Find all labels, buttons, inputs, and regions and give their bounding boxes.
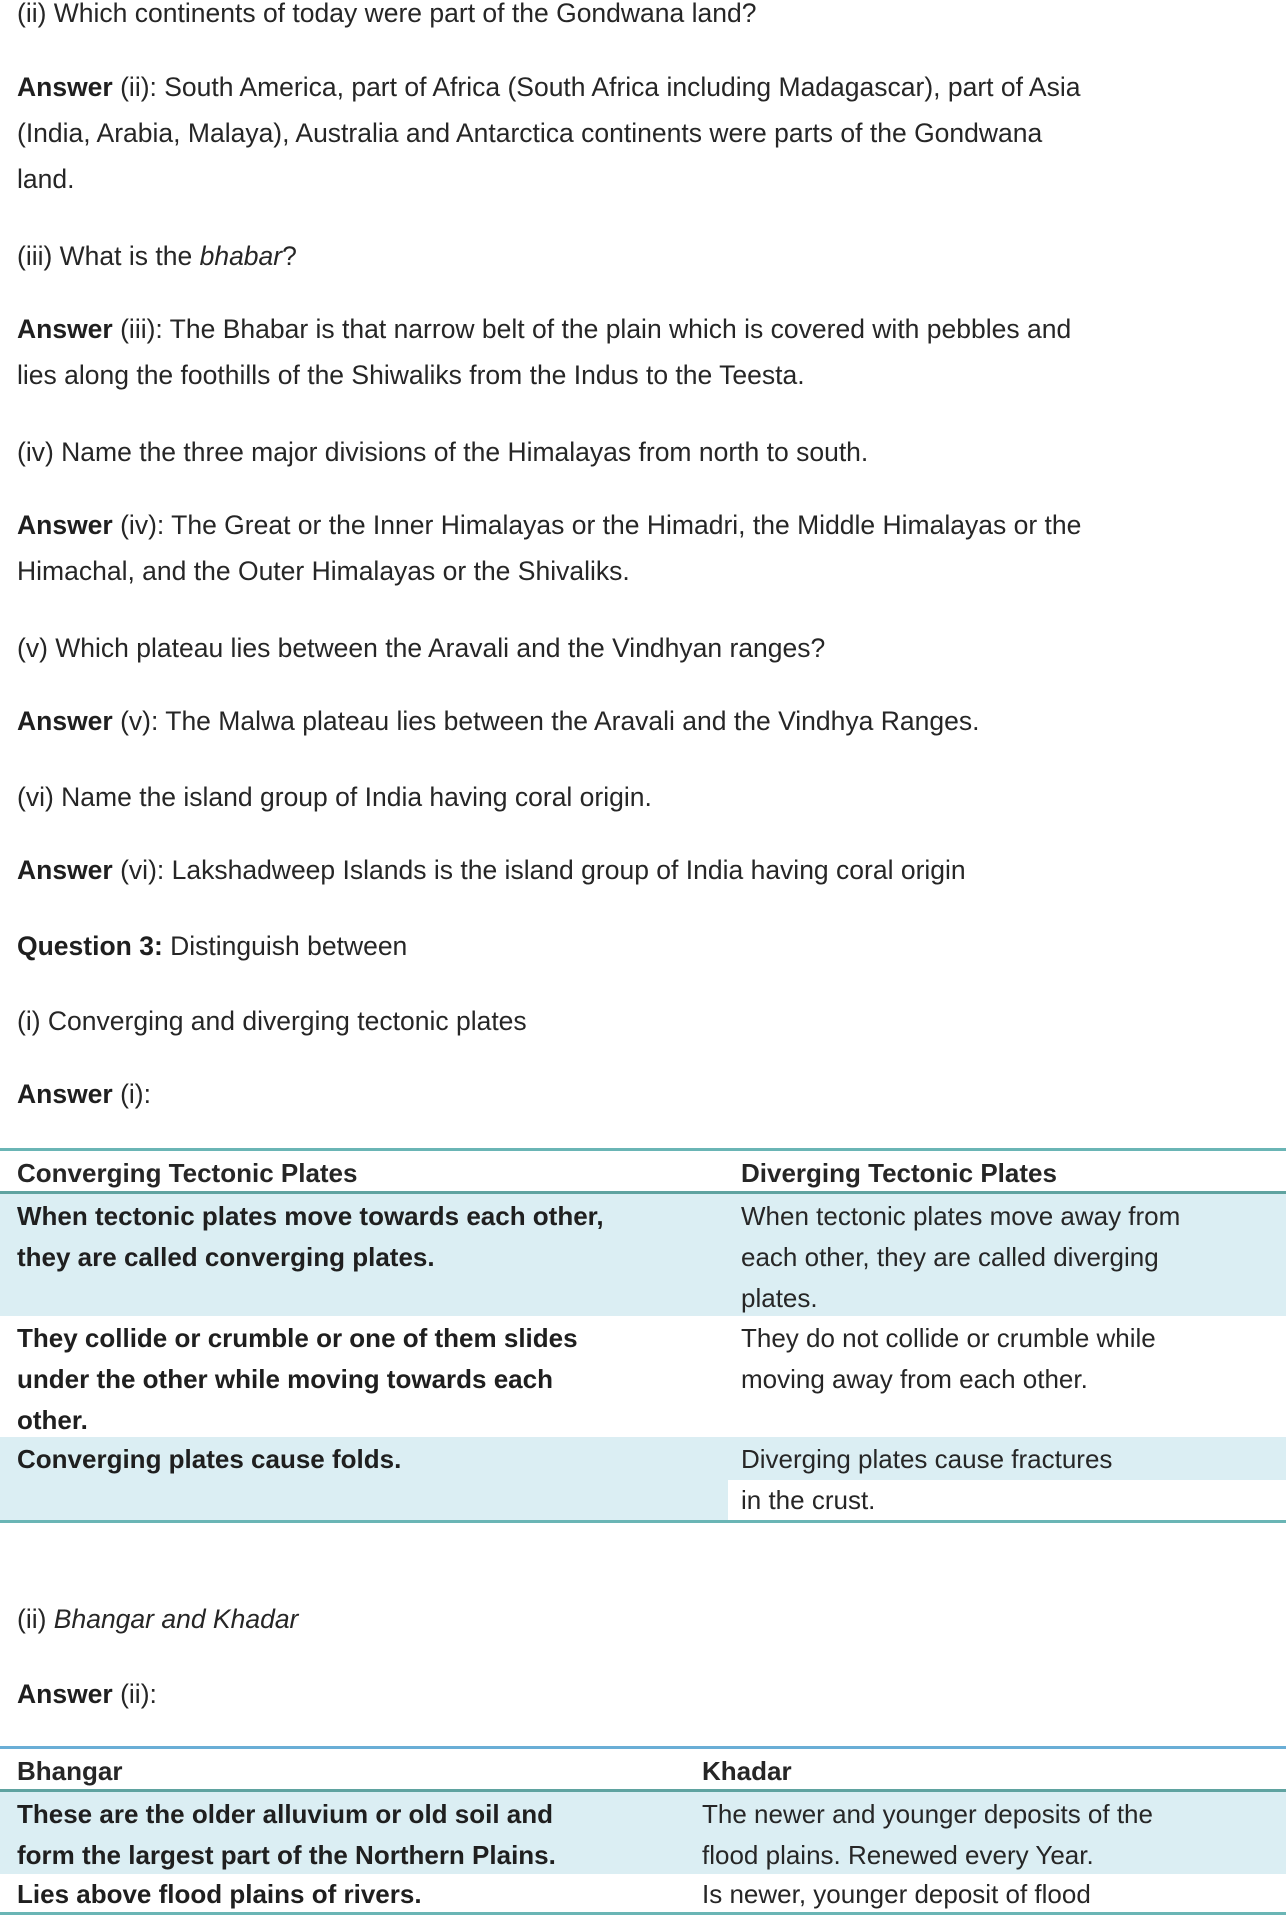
bhangar-khadar-table	[0, 1746, 1286, 1918]
row2-converging: They collide or crumble or one of them slides under the other while moving towards each other.	[17, 1323, 578, 1435]
question-2-ii: (ii) Which continents of today were part of the Gondwana land?	[17, 0, 757, 28]
row1-diverging: When tectonic plates move away from each other, they are called diverging plates.	[741, 1201, 1181, 1313]
bhangar-khadar-term: Bhangar and Khadar	[53, 1604, 299, 1634]
row1-khadar: The newer and younger deposits of the flood plains. Renewed every Year.	[702, 1799, 1153, 1870]
tectonic-plates-table	[0, 1148, 1286, 1528]
answer-label: Answer	[17, 72, 113, 102]
table-row	[0, 1874, 1286, 1912]
table-header-row	[0, 1151, 1286, 1191]
answer-2-ii: Answer (ii): South America, part of Africa (South Africa including Madagascar), part of Asia (India, Arabia, Malaya), Australia and Antarctica continents were parts of the Gondwana land.	[17, 72, 1081, 194]
bhabar-term: bhabar	[199, 241, 283, 271]
header-converging: Converging Tectonic Plates	[17, 1158, 358, 1188]
answer-2-iii: Answer (iii): The Bhabar is that narrow belt of the plain which is covered with pebbles and lies along the foothills of the Shiwaliks from the Indus to the Teesta.	[17, 314, 1072, 390]
row3-diverging: Diverging plates cause fractures in the crust.	[741, 1444, 1113, 1515]
answer-2-iv: Answer (iv): The Great or the Inner Himalayas or the Himadri, the Middle Himalayas or the Himachal, and the Outer Himalayas or the Shivaliks.	[17, 510, 1082, 586]
answer-label: Answer	[17, 314, 113, 344]
row2-bhangar: Lies above flood plains of rivers.	[17, 1879, 422, 1909]
row3-converging: Converging plates cause folds.	[17, 1444, 402, 1474]
header-bhangar: Bhangar	[17, 1756, 123, 1786]
row1-bhangar: These are the older alluvium or old soil and form the largest part of the Northern Plains.	[17, 1799, 556, 1870]
header-khadar: Khadar	[702, 1756, 792, 1786]
answer-label: Answer	[17, 1079, 113, 1109]
question-3-heading: Question 3: Distinguish between	[17, 931, 408, 961]
table-row	[0, 1792, 1286, 1874]
row2-diverging: They do not collide or crumble while moving away from each other.	[741, 1323, 1156, 1394]
table-row	[0, 1194, 1286, 1316]
header-diverging: Diverging Tectonic Plates	[741, 1158, 1057, 1188]
answer-2-vi: Answer (vi): Lakshadweep Islands is the island group of India having coral origin	[17, 855, 966, 885]
row2-khadar: Is newer, younger deposit of flood	[702, 1879, 1091, 1909]
answer-label: Answer	[17, 706, 113, 736]
answer-3-ii-label: Answer (ii):	[17, 1679, 157, 1709]
answer-label: Answer	[17, 1679, 113, 1709]
question-2-vi: (vi) Name the island group of India having coral origin.	[17, 782, 652, 812]
question-2-v: (v) Which plateau lies between the Aravali and the Vindhyan ranges?	[17, 633, 826, 663]
question-2-iv: (iv) Name the three major divisions of the Himalayas from north to south.	[17, 437, 869, 467]
table-row	[0, 1437, 1286, 1520]
question-2-iii: (iii) What is the bhabar?	[17, 241, 297, 271]
table-header-row	[0, 1749, 1286, 1789]
question-label: Question 3:	[17, 931, 163, 961]
answer-label: Answer	[17, 855, 113, 885]
table-bottom-rule	[0, 1520, 1286, 1523]
answer-2-v: Answer (v): The Malwa plateau lies between the Aravali and the Vindhya Ranges.	[17, 706, 980, 736]
row1-converging: When tectonic plates move towards each other, they are called converging plates.	[17, 1201, 604, 1272]
answer-3-i-label: Answer (i):	[17, 1079, 151, 1109]
question-3-i: (i) Converging and diverging tectonic plates	[17, 1006, 527, 1036]
question-3-ii: (ii) Bhangar and Khadar	[17, 1604, 299, 1634]
answer-label: Answer	[17, 510, 113, 540]
table-bottom-rule	[0, 1912, 1286, 1915]
table-row	[0, 1316, 1286, 1437]
